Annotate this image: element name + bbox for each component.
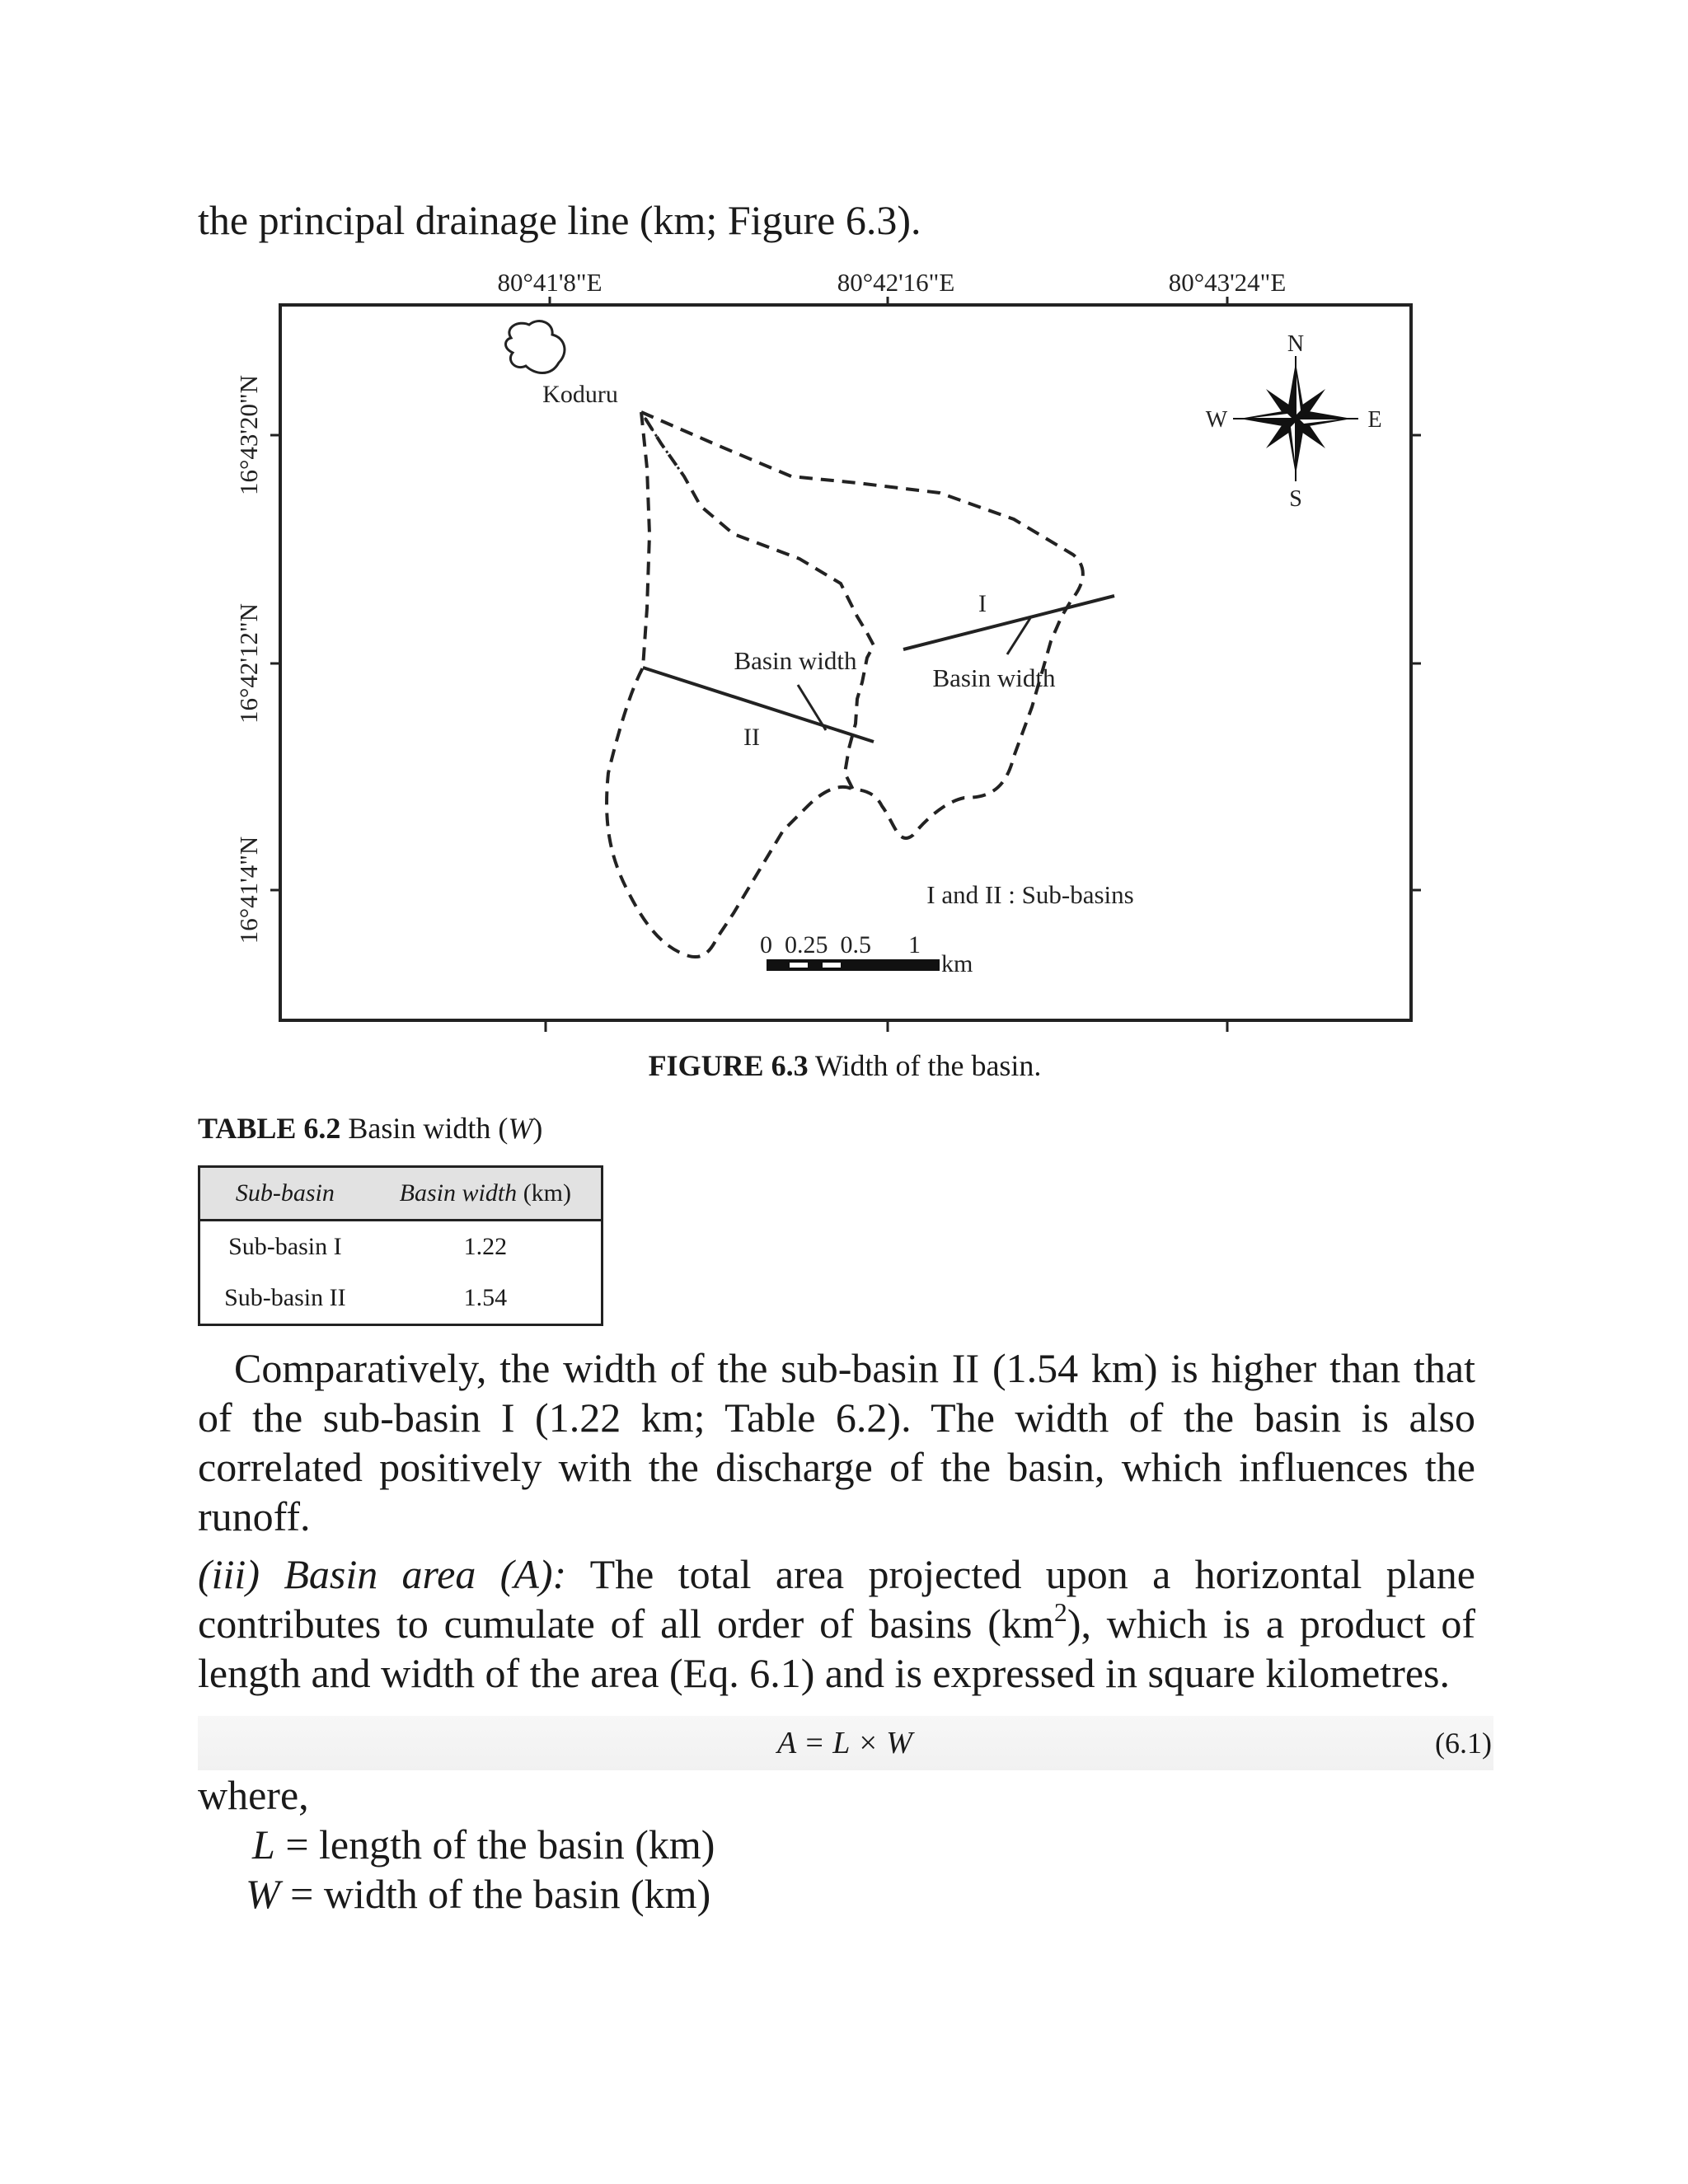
table-caption-var: W [508, 1112, 533, 1145]
compass-s: S [1289, 486, 1302, 512]
scale-ticks-label: 0 0.25 0.5 1 [760, 931, 921, 958]
header-basin-width-italic: Basin width [399, 1179, 518, 1207]
basin-width-table [198, 1165, 603, 1326]
basin-map [198, 262, 1434, 1078]
compass-w: W [1205, 407, 1228, 433]
row-2-name: Sub-basin II [224, 1284, 346, 1311]
table-row [199, 1272, 603, 1325]
lon-label-3: 80°43'24"E [1168, 268, 1287, 297]
paragraph-2-text-b: ), which is a product of length and width of the area (Eq. 6.1) and is expressed in square kilometres. [198, 1601, 1475, 1696]
paragraph-1: Comparatively, the width of the sub-basin II (1.54 km) is higher than that of the sub-basin I (1.22 km; Table 6.2). The width of the basin is also correlated positively with the discharge of the basin, which influences the runoff. [198, 1345, 1475, 1540]
table-row [199, 1221, 603, 1273]
paragraph-2-text-a: The total area projected upon a horizontal plane contributes to cumulate of all order of basins (km [198, 1551, 1475, 1647]
koduru-label: Koduru [542, 381, 618, 408]
roman-i-label: I [978, 590, 987, 617]
lat-label-1: 16°43'20"N [234, 374, 263, 496]
equation: A = L × W [777, 1726, 912, 1760]
lat-label-3: 16°41'4"N [234, 836, 263, 944]
scale-bar [767, 959, 940, 971]
definition-l-symbol: L [252, 1821, 275, 1868]
header-basin-width-unit: (km) [517, 1179, 572, 1207]
bottom-ticks [546, 1020, 1227, 1032]
basin-width-label-i: Basin width [932, 663, 1056, 692]
where-label: where, [198, 1772, 309, 1818]
lat-label-2: 16°42'12"N [234, 602, 263, 724]
paragraph-2-sup: 2 [1053, 1597, 1067, 1627]
row-2-value: 1.54 [463, 1284, 508, 1311]
body-text [198, 1343, 1475, 1698]
row-1-name: Sub-basin I [228, 1233, 342, 1260]
scale-unit-label: km [941, 950, 973, 977]
figure-caption-label: FIGURE 6.3 [648, 1049, 809, 1082]
row-1-value: 1.22 [463, 1233, 508, 1260]
definition-w-symbol: W [246, 1871, 280, 1917]
paragraph-2 [198, 1549, 1475, 1698]
basin-width-label-ii: Basin width [734, 646, 857, 675]
paragraph-2-lead: (iii) Basin area (A): [198, 1551, 567, 1597]
header-basin-width [370, 1167, 603, 1221]
table-caption-close: ) [532, 1112, 543, 1145]
equation-number: (6.1) [1435, 1727, 1492, 1760]
figure-caption [198, 1048, 1492, 1083]
intro-line: the principal drainage line (km; Figure 6.3). [198, 197, 921, 243]
roman-ii-label: II [743, 724, 760, 751]
sub-basin-legend: I and II : Sub-basins [926, 880, 1134, 909]
table-caption [198, 1111, 542, 1146]
definition-w [246, 1869, 710, 1919]
compass-e: E [1367, 407, 1382, 433]
definition-w-text: = width of the basin (km) [279, 1871, 711, 1917]
table-header-row [199, 1167, 603, 1221]
table-caption-label: TABLE 6.2 [198, 1112, 341, 1145]
lon-label-1: 80°41'8"E [497, 268, 603, 297]
definition-l-text: = length of the basin (km) [274, 1821, 715, 1868]
compass-n: N [1287, 331, 1305, 357]
basin-width-figure [198, 262, 1434, 1078]
definition-l [252, 1820, 715, 1869]
table-caption-text: Basin width ( [340, 1112, 509, 1145]
figure-caption-text: Width of the basin. [808, 1049, 1042, 1082]
header-sub-basin: Sub-basin [199, 1167, 370, 1221]
lon-label-2: 80°42'16"E [837, 268, 955, 297]
